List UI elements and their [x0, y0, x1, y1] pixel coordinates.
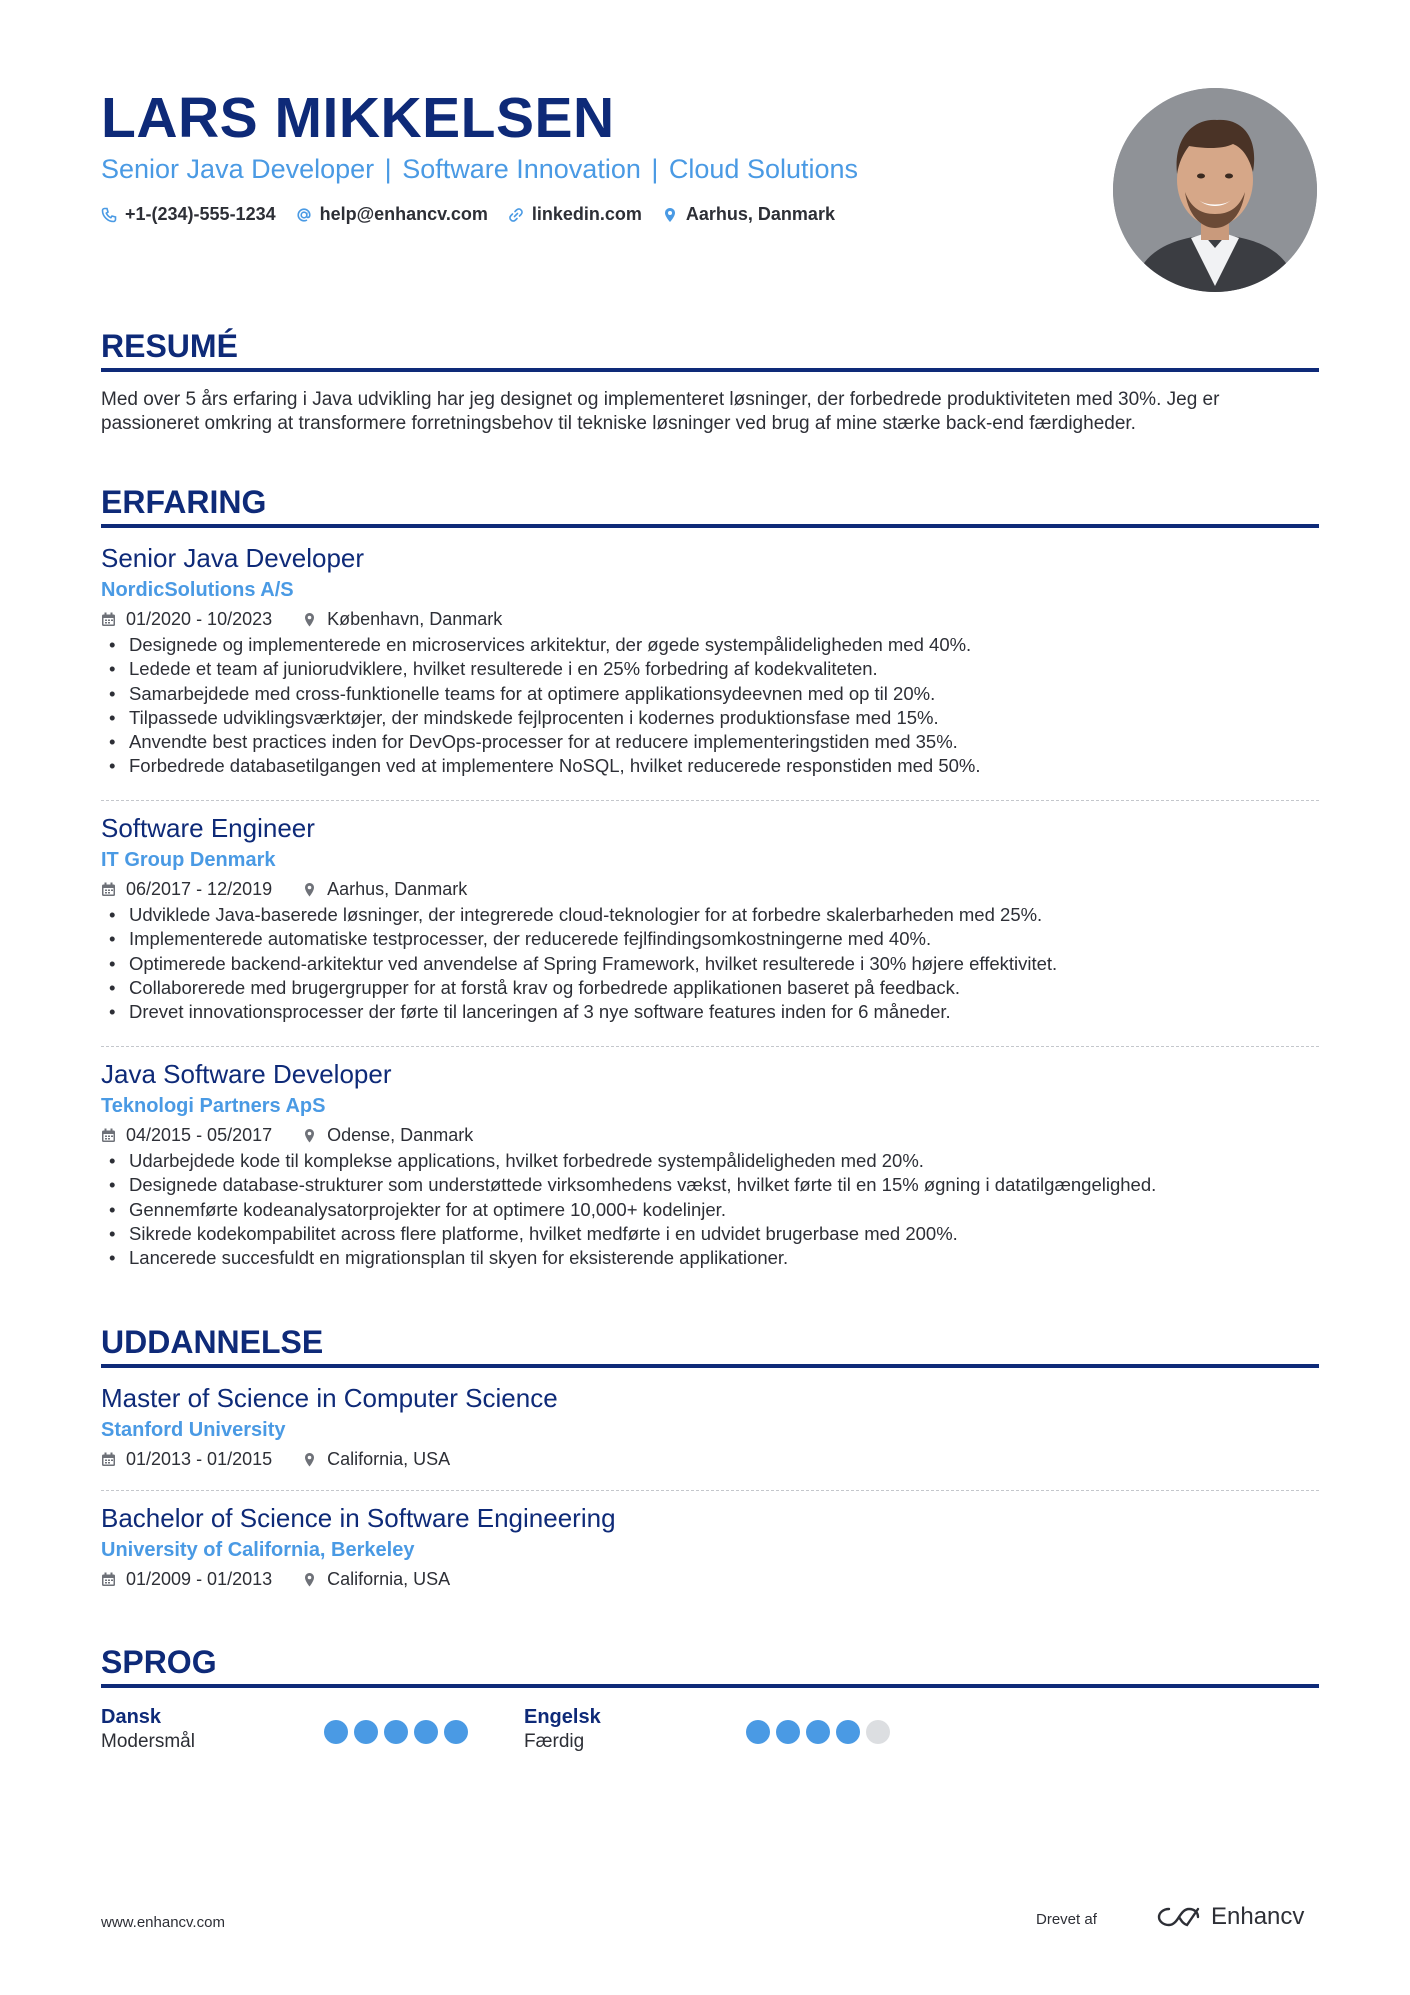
language-item	[101, 1704, 195, 1754]
headline-separator: |	[651, 154, 659, 184]
rating-dot-filled	[324, 1720, 348, 1744]
rating-dot-filled	[836, 1720, 860, 1744]
school-name: Stanford University	[101, 1419, 286, 1441]
experience-entry	[101, 811, 1319, 1024]
education-location-text: California, USA	[327, 1449, 451, 1469]
language-name: Dansk	[101, 1706, 162, 1728]
section-title-summary: RESUMÉ	[101, 328, 238, 364]
achievement-item: • Udviklede Java-baserede løsninger, der integrerede cloud-teknologier for at forbedre skalerbarheden med 25%.	[101, 903, 1319, 927]
job-title: Senior Java Developer	[101, 543, 365, 573]
degree-title: Master of Science in Computer Science	[101, 1383, 558, 1413]
rating-dot-filled	[746, 1720, 770, 1744]
calendar-icon	[101, 1452, 116, 1467]
footer-website-link[interactable]: www.enhancv.com	[101, 1914, 225, 1931]
link-icon	[508, 207, 524, 223]
section-divider	[101, 1364, 1319, 1368]
achievement-item: • Gennemførte kodeanalysatorprojekter for at optimere 10,000+ kodelinjer.	[101, 1198, 1319, 1222]
job-meta	[101, 607, 1319, 631]
education-entry	[101, 1501, 1319, 1591]
rating-dot-filled	[806, 1720, 830, 1744]
language-item	[524, 1704, 601, 1754]
contact-linkedin[interactable]	[508, 204, 642, 225]
section-divider	[101, 368, 1319, 372]
rating-dot-filled	[444, 1720, 468, 1744]
education-meta	[101, 1567, 1319, 1591]
entry-divider	[101, 1046, 1319, 1047]
education-location-text: California, USA	[327, 1569, 451, 1589]
achievement-item: • Anvendte best practices inden for DevOps-processer for at reducere implementeringstiden med 35%.	[101, 730, 1319, 754]
job-dates-text: 01/2020 - 10/2023	[126, 609, 273, 629]
rating-dot-empty	[866, 1720, 890, 1744]
language-level: Modersmål	[101, 1731, 195, 1752]
experience-entry	[101, 541, 1319, 779]
job-dates-text: 04/2015 - 05/2017	[126, 1125, 273, 1145]
education-entry	[101, 1381, 1319, 1471]
achievement-item: • Drevet innovationsprocesser der førte til lanceringen af 3 nye software features inden for 6 måneder.	[101, 1000, 1319, 1024]
footer-powered-by: Drevet af	[1036, 1911, 1097, 1928]
calendar-icon	[101, 1572, 116, 1587]
profile-photo	[1113, 88, 1317, 292]
location-icon	[302, 1572, 317, 1587]
rating-dot-filled	[354, 1720, 378, 1744]
location-icon	[302, 1128, 317, 1143]
education-dates	[101, 1447, 272, 1471]
candidate-name: LARS MIKKELSEN	[101, 86, 615, 150]
achievement-item: • Implementerede automatiske testprocesser, der reducerede fejlfindingsomkostningerne med 40%.	[101, 927, 1319, 951]
headline	[101, 150, 858, 188]
section-title-experience: ERFARING	[101, 484, 267, 520]
location-text: Aarhus, Danmark	[685, 204, 835, 224]
job-title: Java Software Developer	[101, 1059, 392, 1089]
job-location	[302, 877, 467, 901]
enhancv-logo[interactable]	[1155, 1903, 1304, 1931]
achievement-item: • Ledede et team af juniorudviklere, hvilket resulterede i en 25% forbedring af kodekvaliteten.	[101, 657, 1319, 681]
rating-dot-filled	[776, 1720, 800, 1744]
entry-divider	[101, 1490, 1319, 1491]
location-icon	[302, 1452, 317, 1467]
job-dates	[101, 877, 272, 901]
enhancv-logo-text: Enhancv	[1211, 1903, 1305, 1930]
language-level: Færdig	[524, 1731, 585, 1752]
headline-role: Senior Java Developer	[101, 154, 375, 184]
education-dates-text: 01/2009 - 01/2013	[126, 1569, 273, 1589]
rating-dot-filled	[384, 1720, 408, 1744]
achievement-item: • Forbedrede databasetilgangen ved at implementere NoSQL, hvilket reducerede responstiden med 50%.	[101, 754, 1319, 778]
achievement-item: • Samarbejdede med cross-funktionelle teams for at optimere applikationsydeevnen med op til 20%.	[101, 682, 1319, 706]
job-meta	[101, 1123, 1319, 1147]
job-dates	[101, 607, 272, 631]
phone-text: +1-(234)-555-1234	[125, 204, 276, 224]
job-location	[302, 607, 502, 631]
headline-specialty: Cloud Solutions	[668, 154, 859, 184]
linkedin-text: linkedin.com	[531, 204, 642, 224]
calendar-icon	[101, 1128, 116, 1143]
achievement-item: • Optimerede backend-arkitektur ved anvendelse af Spring Framework, hvilket resulterede i 30% højere effektivitet.	[101, 952, 1319, 976]
achievement-item: • Tilpassede udviklingsværktøjer, der mindskede fejlprocenten i kodernes produktionsfase med 15%.	[101, 706, 1319, 730]
job-dates-text: 06/2017 - 12/2019	[126, 879, 273, 899]
headline-separator: |	[384, 154, 392, 184]
language-rating	[324, 1720, 468, 1744]
achievement-item: • Designede database-strukturer som understøttede virksomhedens vækst, hvilket førte til en 15% øgning i datatilgængelighed.	[101, 1173, 1319, 1197]
achievement-item: • Designede og implementerede en microservices arkitektur, der øgede systempålideligheden med 40%.	[101, 633, 1319, 657]
enhancv-logo-icon	[1155, 1905, 1201, 1929]
job-meta	[101, 877, 1319, 901]
calendar-icon	[101, 612, 116, 627]
achievement-item: • Udarbejdede kode til komplekse applications, hvilket forbedrede systempålideligheden med 20%.	[101, 1149, 1319, 1173]
contact-bar	[101, 204, 835, 225]
education-dates	[101, 1567, 272, 1591]
section-divider	[101, 524, 1319, 528]
section-title-languages: SPROG	[101, 1644, 217, 1680]
email-text: help@enhancv.com	[319, 204, 488, 224]
achievement-item: • Lancerede succesfuldt en migrationsplan til skyen for eksisterende applikationer.	[101, 1246, 1319, 1270]
section-title-education: UDDANNELSE	[101, 1324, 324, 1360]
achievement-list	[101, 903, 1319, 1024]
job-location-text: Odense, Danmark	[327, 1125, 474, 1145]
education-location	[302, 1447, 450, 1471]
calendar-icon	[101, 882, 116, 897]
job-dates	[101, 1123, 272, 1147]
summary-text: Med over 5 års erfaring i Java udvikling har jeg designet og implementeret løsninger, der forbedrede produktiviteten med 30%. Jeg er passioneret omkring at transformere forretningsbehov til tekniske løsninger ved brug af mine stærke back-end færdigheder.	[101, 389, 1220, 434]
contact-email[interactable]	[296, 204, 488, 225]
education-dates-text: 01/2013 - 01/2015	[126, 1449, 273, 1469]
at-icon	[296, 207, 312, 223]
job-location	[302, 1123, 473, 1147]
headline-focus: Software Innovation	[402, 154, 641, 184]
job-location-text: København, Danmark	[327, 609, 503, 629]
education-meta	[101, 1447, 1319, 1471]
section-divider	[101, 1684, 1319, 1688]
rating-dot-filled	[414, 1720, 438, 1744]
language-name: Engelsk	[524, 1706, 601, 1728]
job-title: Software Engineer	[101, 813, 315, 843]
achievement-item: • Collaborerede med brugergrupper for at forstå krav og forbedrede applikationen baseret på feedback.	[101, 976, 1319, 1000]
location-icon	[662, 207, 678, 223]
contact-phone[interactable]	[101, 204, 276, 225]
achievement-list	[101, 1149, 1319, 1270]
company-name: IT Group Denmark	[101, 849, 276, 871]
achievement-item: • Sikrede kodekompabilitet across flere platforme, hvilket medførte i en udvidet brugerbase med 200%.	[101, 1222, 1319, 1246]
achievement-list	[101, 633, 1319, 779]
language-rating	[746, 1720, 890, 1744]
location-icon	[302, 882, 317, 897]
experience-entry	[101, 1057, 1319, 1270]
location-icon	[302, 612, 317, 627]
entry-divider	[101, 800, 1319, 801]
school-name: University of California, Berkeley	[101, 1539, 415, 1561]
company-name: Teknologi Partners ApS	[101, 1095, 326, 1117]
education-location	[302, 1567, 450, 1591]
contact-location	[662, 204, 835, 225]
degree-title: Bachelor of Science in Software Engineering	[101, 1503, 616, 1533]
job-location-text: Aarhus, Danmark	[327, 879, 468, 899]
company-name: NordicSolutions A/S	[101, 579, 294, 601]
phone-icon	[101, 207, 117, 223]
